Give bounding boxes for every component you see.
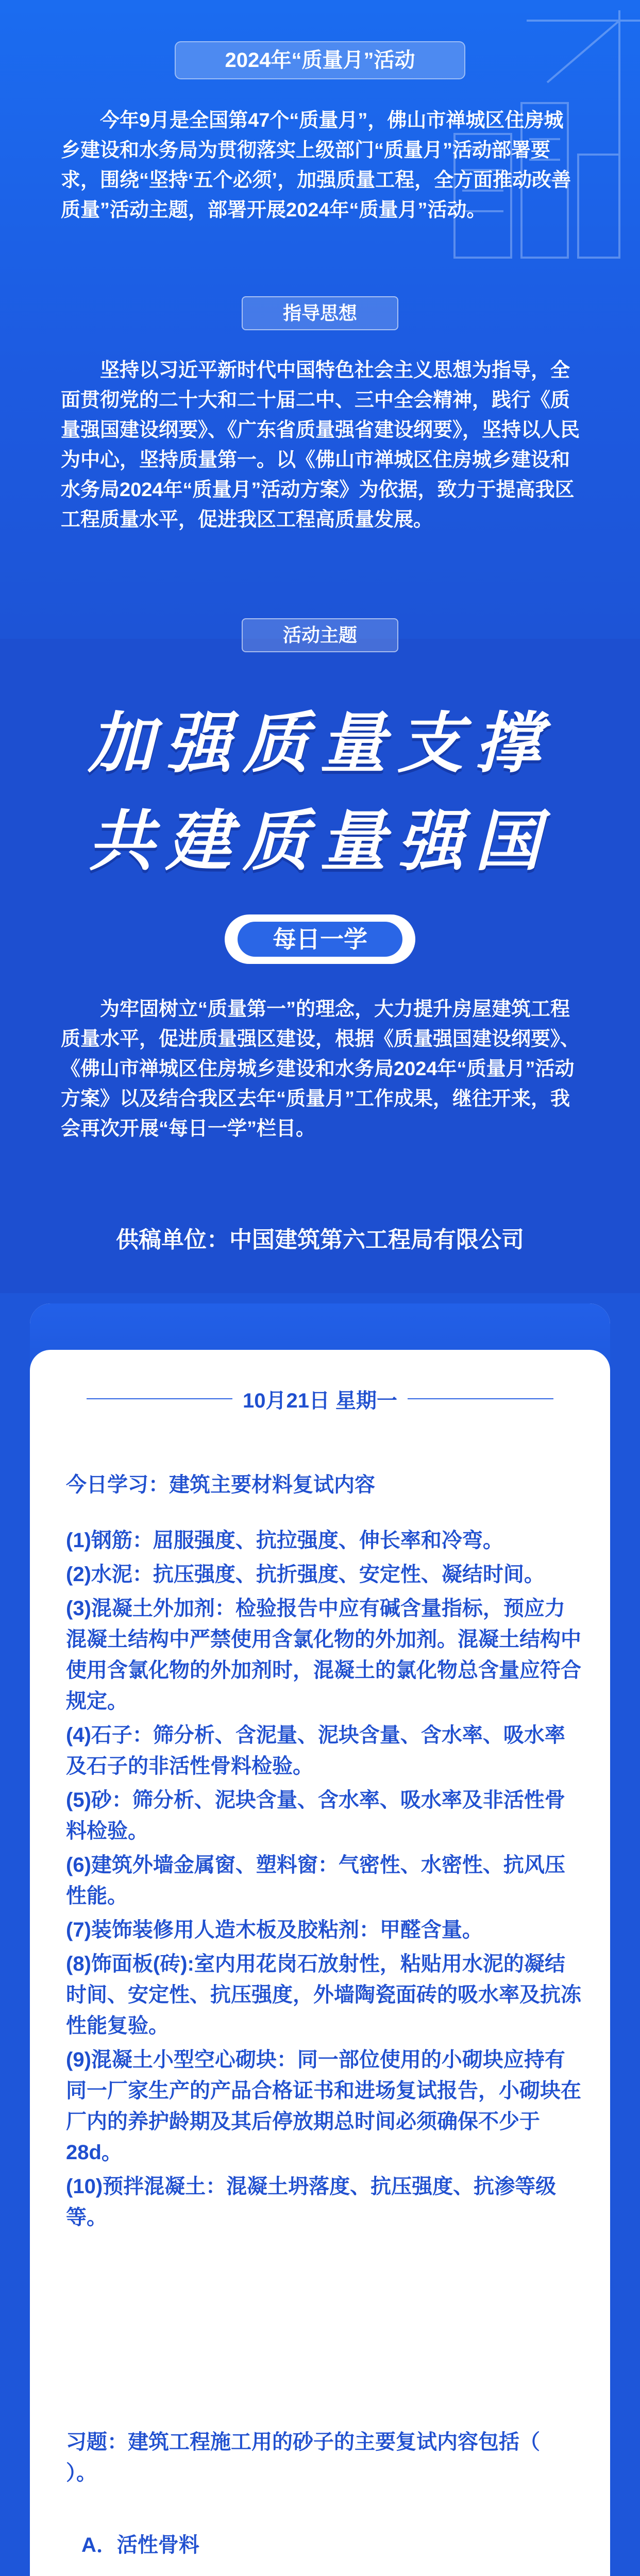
- date-bar: [87, 1376, 553, 1422]
- theme-tag: 活动主题: [242, 618, 398, 652]
- daily-study-badge: [225, 914, 415, 964]
- guiding-thought-tag: 指导思想: [242, 296, 398, 330]
- event-title-pill: 2024年“质量月”活动: [175, 41, 465, 79]
- guiding-paragraph: 坚持以习近平新时代中国特色社会主义思想为指导，全面贯彻党的二十大和二十届二中、三中全会精神，践行《质量强国建设纲要》、《广东省质量强省建设纲要》，坚持以人民为中心，坚持质量第一。以《佛山市禅城区住房城乡建设和水务局2024年“质量月”活动方案》为依据，致力于提高我区工程质量水平，促进我区工程高质量发展。: [61, 360, 580, 531]
- header-section: [0, 0, 640, 646]
- list-item: (7)装饰装修用人造木板及胶粘剂：甲醛含量。: [66, 1919, 483, 1941]
- list-item: (8)饰面板(砖):室内用花岗石放射性，粘贴用水泥的凝结时间、安定性、抗压强度，外墙陶瓷面砖的吸水率及抗冻性能复验。: [66, 1953, 581, 2037]
- daily-study-label: 每日一学: [238, 922, 402, 957]
- list-item: (1)钢筋：屈服强度、抗拉强度、伸长率和冷弯。: [66, 1529, 503, 1552]
- slogan-line-2: 共建质量强国: [88, 803, 552, 880]
- list-item: (6)建筑外墙金属窗、塑料窗：气密性、水密性、抗风压性能。: [66, 1854, 565, 1907]
- date-text: 10月21日 星期一: [242, 1389, 398, 1412]
- list-item: (3)混凝土外加剂：检验报告中应有碱含量指标，预应力混凝土结构中严禁使用含氯化物的外加剂。混凝土结构中使用含氯化物的外加剂时，混凝土的氯化物总含量应符合规定。: [66, 1597, 581, 1713]
- list-item: (9)混凝土小型空心砌块：同一部位使用的小砌块应持有同一厂家生产的产品合格证书和进场复试报告，小砌块在厂内的养护龄期及其后停放期总时间必须确保不少于28d。: [66, 2048, 581, 2164]
- daily-intro-paragraph: 为牢固树立“质量第一”的理念，大力提升房屋建筑工程质量水平，促进质量强区建设，根据《质量强国建设纲要》、《佛山市禅城区住房城乡建设和水务局2024年“质量月”活动方案》以及结合我区去年“质量月”工作成果，继往开来，我会再次开展“每日一学”栏目。: [61, 998, 580, 1140]
- list-item: (4)石子：筛分析、含泥量、泥块含量、含水率、吸水率及石子的非活性骨料检验。: [66, 1724, 565, 1777]
- date-line-left: [87, 1398, 232, 1399]
- date-line-right: [408, 1398, 553, 1399]
- intro-paragraph: 今年9月是全国第47个“质量月”，佛山市禅城区住房城乡建设和水务局为贯彻落实上级部门“质量月”活动部署要求，围绕“坚持‘五个必须’，加强质量工程，全方面推动改善质量”活动主题，部署开展2024年“质量月”活动。: [61, 110, 571, 221]
- list-item: (2)水泥：抗压强度、抗折强度、安定性、凝结时间。: [66, 1563, 545, 1586]
- list-item: (5)砂：筛分析、泥块含量、含水率、吸水率及非活性骨料检验。: [66, 1789, 565, 1842]
- slogan-line-1: 加强质量支撑: [88, 705, 552, 782]
- list-item: (10)预拌混凝土：混凝土坍落度、抗压强度、抗渗等级等。: [66, 2175, 557, 2229]
- exercise-question: 习题：建筑工程施工用的砂子的主要复试内容包括（ ）。: [66, 2431, 540, 2484]
- answer-options: [81, 2530, 199, 2576]
- study-card: [30, 1303, 610, 2576]
- material-test-list: [66, 1525, 581, 2236]
- contributor-line: 供稿单位：中国建筑第六工程局有限公司: [116, 1227, 524, 1252]
- study-title: 今日学习：建筑主要材料复试内容: [66, 1473, 375, 1496]
- option-a[interactable]: A．活性骨料: [81, 2534, 199, 2556]
